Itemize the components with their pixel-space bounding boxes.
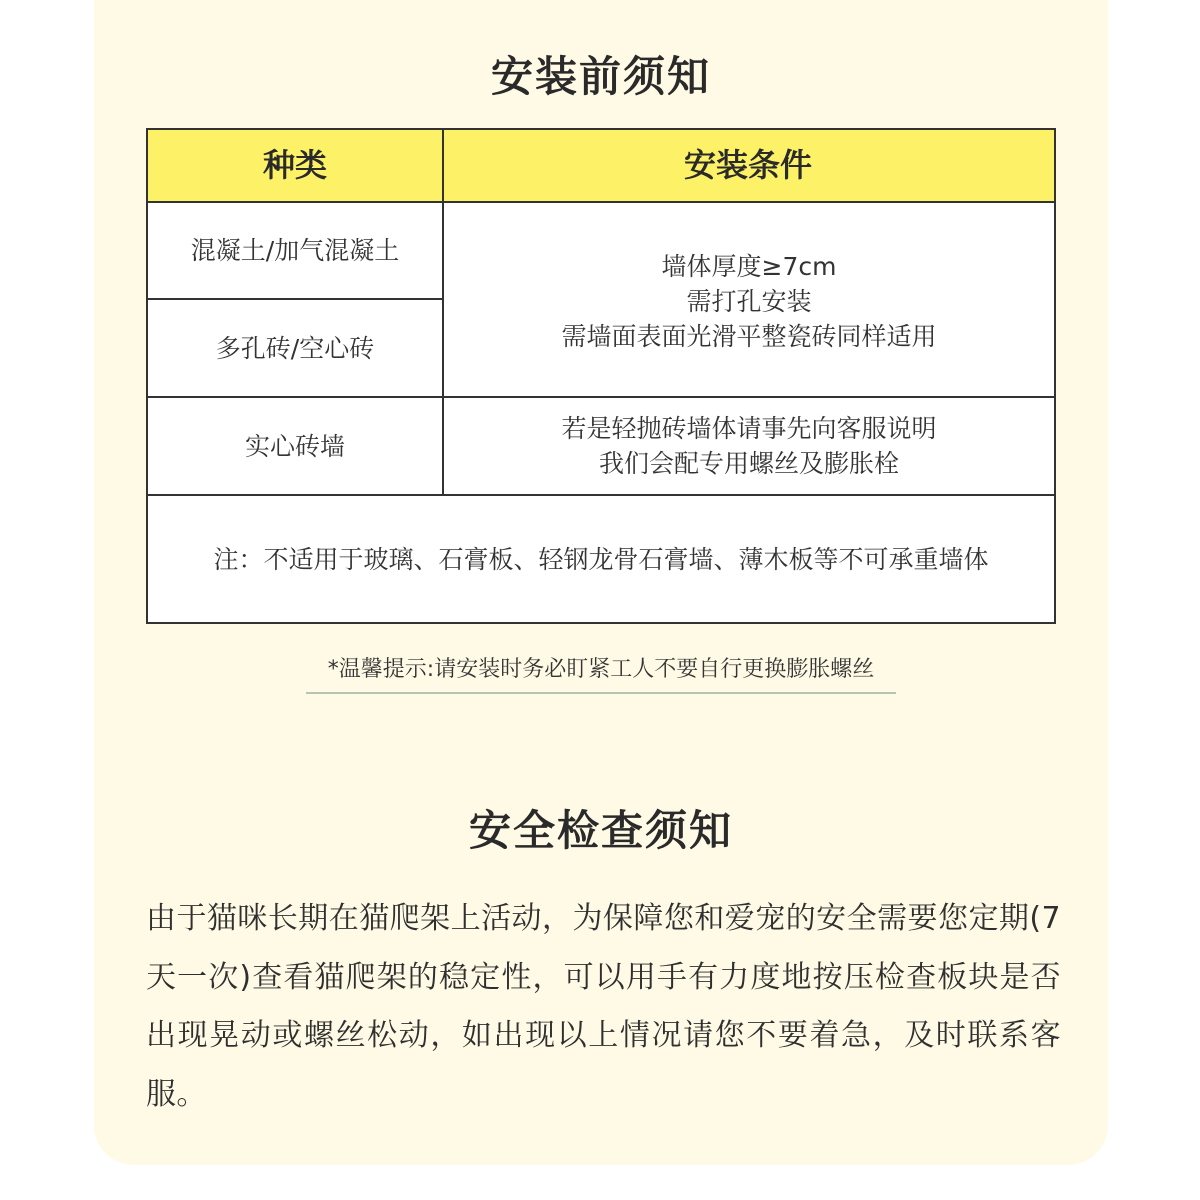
install-conditions-table: [146, 128, 1056, 624]
condition-line: 需墙面表面光滑平整瓷砖同样适用: [561, 322, 937, 351]
safety-paragraph: 由于猫咪长期在猫爬架上活动，为保障您和爱宠的安全需要您定期(7天一次)查看猫爬架的稳定性，可以用手有力度地按压检查板块是否出现晃动或螺丝松动，如出现以上情况请您不要着急，及时联系客服。: [146, 901, 1061, 1112]
table-divider: [148, 201, 1054, 203]
table-header-type: 种类: [148, 130, 442, 201]
table-note: 注：不适用于玻璃、石膏板、轻钢龙骨石膏墙、薄木板等不可承重墙体: [213, 544, 989, 574]
table-divider: [442, 130, 444, 496]
table-divider: [148, 396, 1054, 398]
condition-line: 我们会配专用螺丝及膨胀栓: [598, 449, 899, 478]
table-row-concrete: 混凝土/加气混凝土: [190, 236, 400, 265]
condition-line: 墙体厚度≥7cm: [661, 252, 837, 281]
warm-tip: *温馨提示:请安装时务必盯紧工人不要自行更换膨胀螺丝: [327, 657, 875, 682]
condition-line: 需打孔安装: [686, 287, 812, 316]
table-header-condition: 安装条件: [442, 130, 1054, 201]
content-card: [94, 0, 1108, 1165]
section-title-safety: 安全检查须知: [468, 806, 733, 855]
condition-line: 若是轻抛砖墙体请事先向客服说明: [561, 414, 937, 443]
section-title-install: 安装前须知: [490, 52, 711, 101]
table-row-solid-brick: 实心砖墙: [244, 431, 345, 461]
table-condition-solid-brick: [444, 398, 1054, 494]
table-condition-wall-requirements: [444, 203, 1054, 396]
table-divider: [148, 298, 442, 300]
table-row-hollow-brick: 多孔砖/空心砖: [215, 333, 375, 363]
tip-underline: [306, 692, 896, 694]
table-divider: [148, 494, 1054, 496]
